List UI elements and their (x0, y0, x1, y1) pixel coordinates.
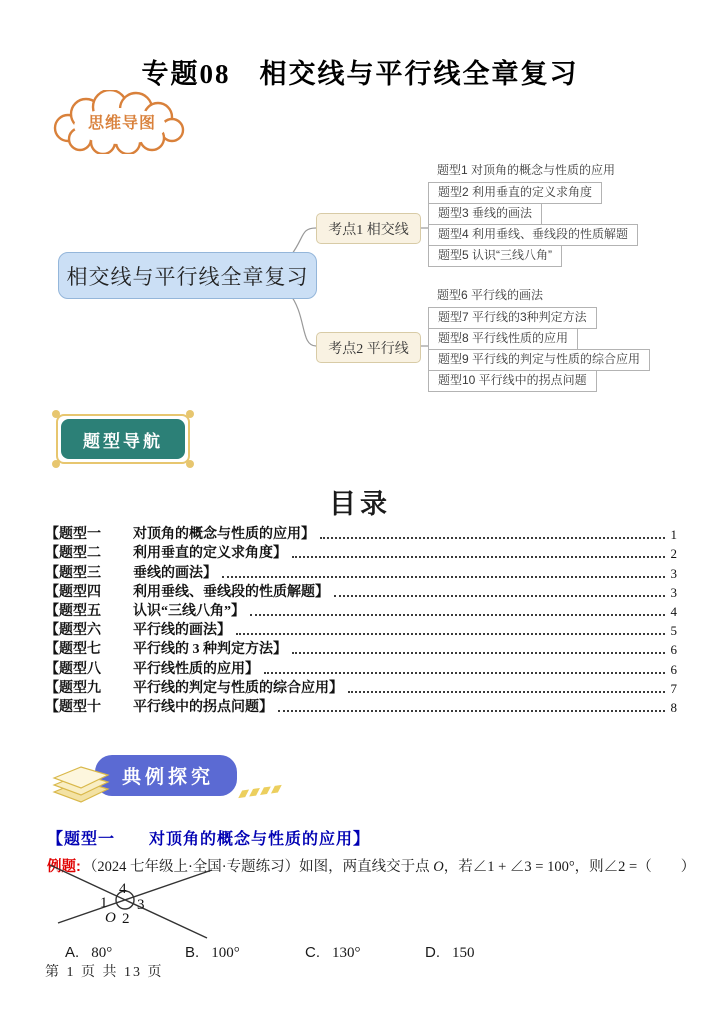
dot-leader (236, 633, 665, 635)
dot-leader (250, 614, 665, 616)
dot-leader (278, 710, 665, 712)
toc-entry-page: 8 (670, 699, 677, 715)
example-point-var: O (433, 858, 444, 875)
answer-options (0, 944, 720, 962)
mindmap-item: 题型6 平行线的画法 (437, 288, 544, 302)
option-d[interactable]: D. 150 (425, 944, 475, 961)
toc-entry-number: 【题型四 (45, 584, 101, 600)
example-label: 例题: (47, 858, 81, 875)
angle-4-label: 4 (119, 881, 127, 897)
mindmap-item: 题型9 平行线的判定与性质的综合应用 (428, 349, 650, 371)
toc-entry[interactable] (45, 620, 677, 639)
toc-entry-page: 6 (670, 642, 677, 658)
toc-title: 目录 (329, 489, 391, 519)
toc-entry[interactable] (45, 582, 677, 601)
toc-entry[interactable] (45, 697, 677, 716)
toc-entry[interactable] (45, 639, 677, 658)
examples-badge-label: 典例探究 (95, 755, 237, 796)
angle-3-label: 3 (137, 897, 145, 913)
dot-leader (320, 537, 665, 539)
line-2 (58, 870, 212, 923)
mindmap-item: 题型1 对顶角的概念与性质的应用 (437, 163, 616, 177)
toc-entry[interactable] (45, 601, 677, 620)
examples-section-badge (50, 750, 310, 810)
mindmap-branch-parallel-lines: 考点2 平行线 (316, 332, 421, 363)
toc-entry-title: 平行线性质的应用】 (133, 661, 259, 677)
example-text: （2024 七年级上·全国·专题练习）如图，两直线交于点 (82, 858, 434, 875)
toc-entry-number: 【题型六 (45, 623, 101, 639)
toc-entry-title: 平行线的 3 种判定方法】 (133, 642, 287, 658)
toc-entry-page: 2 (670, 546, 677, 562)
nav-badge-label: 题型导航 (61, 419, 185, 459)
option-b[interactable]: B. 100° (185, 944, 240, 961)
mindmap-item: 题型4 利用垂线、垂线段的性质解题 (428, 224, 638, 246)
mindmap-branch-intersecting-lines: 考点1 相交线 (316, 213, 421, 244)
mindmap-items-group-2 (428, 286, 650, 392)
dot-leader (222, 576, 665, 578)
option-a[interactable]: A. 80° (65, 944, 113, 961)
mindmap-item: 题型2 利用垂直的定义求角度 (428, 182, 602, 204)
toc-entry-title: 垂线的画法】 (133, 565, 217, 581)
option-c[interactable]: C. 130° (305, 944, 361, 961)
toc-entry-page: 3 (670, 584, 677, 600)
corner-dot-icon (186, 410, 194, 418)
corner-dot-icon (186, 460, 194, 468)
dot-leader (264, 672, 665, 674)
toc-entry-title: 利用垂线、垂线段的性质解题】 (133, 584, 329, 600)
toc-entry-page: 7 (670, 680, 677, 696)
toc-entry-page: 5 (670, 623, 677, 639)
angle-2-label: 2 (122, 911, 130, 927)
toc-entry[interactable] (45, 524, 677, 543)
zigzag-decoration-icon (240, 785, 281, 797)
corner-dot-icon (52, 410, 60, 418)
toc-entry-number: 【题型二 (45, 546, 101, 562)
toc-entry-page: 1 (670, 527, 677, 543)
toc-entry-number: 【题型七 (45, 642, 101, 658)
toc-entry-number: 【题型一 (45, 527, 101, 543)
mindmap-item: 题型10 平行线中的拐点问题 (428, 370, 597, 392)
toc-entry-title: 平行线的判定与性质的综合应用】 (133, 680, 343, 696)
corner-dot-icon (52, 460, 60, 468)
toc-entry-page: 6 (670, 661, 677, 677)
mindmap-item: 题型7 平行线的3种判定方法 (428, 307, 597, 329)
dot-leader (334, 595, 665, 597)
toc-entry-number: 【题型八 (45, 661, 101, 677)
paper-stack-icon (50, 764, 112, 810)
toc-entry[interactable] (45, 658, 677, 677)
toc-entry[interactable] (45, 678, 677, 697)
connector-root-branch2 (289, 293, 316, 346)
dot-leader (348, 691, 665, 693)
mindmap-item: 题型5 认识“三线八角” (428, 245, 562, 267)
toc-entry-number: 【题型三 (45, 565, 101, 581)
toc-entry-title: 对顶角的概念与性质的应用】 (133, 527, 315, 543)
origin-label: O (105, 910, 116, 926)
page-title: 专题08 相交线与平行线全章复习 (141, 59, 579, 90)
toc-entry[interactable] (45, 562, 677, 581)
dot-leader (292, 556, 665, 558)
geometry-figure (38, 862, 228, 947)
toc-entry-number: 【题型十 (45, 699, 101, 715)
toc-list (45, 524, 677, 716)
toc-entry-number: 【题型五 (45, 603, 101, 619)
toc-entry-title: 利用垂直的定义求角度】 (133, 546, 287, 562)
example-text: ，若∠1 + ∠3 = 100°，则∠2 =（ ） (443, 858, 696, 875)
toc-entry-title: 认识“三线八角”】 (133, 603, 245, 619)
toc-entry-number: 【题型九 (45, 680, 101, 696)
toc-entry-page: 3 (670, 565, 677, 581)
page-number-footer: 第 1 页 共 13 页 (45, 965, 164, 980)
mindmap-badge-label: 思维导图 (87, 114, 156, 132)
toc-entry-page: 4 (670, 603, 677, 619)
toc-entry-title: 平行线的画法】 (133, 623, 231, 639)
dot-leader (292, 652, 665, 654)
mindmap-item: 题型8 平行线性质的应用 (428, 328, 578, 350)
toc-entry-title: 平行线中的拐点问题】 (133, 699, 273, 715)
angle-1-label: 1 (100, 895, 108, 911)
section-heading: 【题型一 对顶角的概念与性质的应用】 (47, 831, 371, 848)
mindmap-root-node: 相交线与平行线全章复习 (58, 252, 317, 299)
mindmap-items-group-1 (428, 161, 638, 267)
question-type-nav-badge (56, 414, 190, 464)
line-1 (50, 865, 207, 938)
toc-entry[interactable] (45, 543, 677, 562)
mindmap-item: 题型3 垂线的画法 (428, 203, 542, 225)
